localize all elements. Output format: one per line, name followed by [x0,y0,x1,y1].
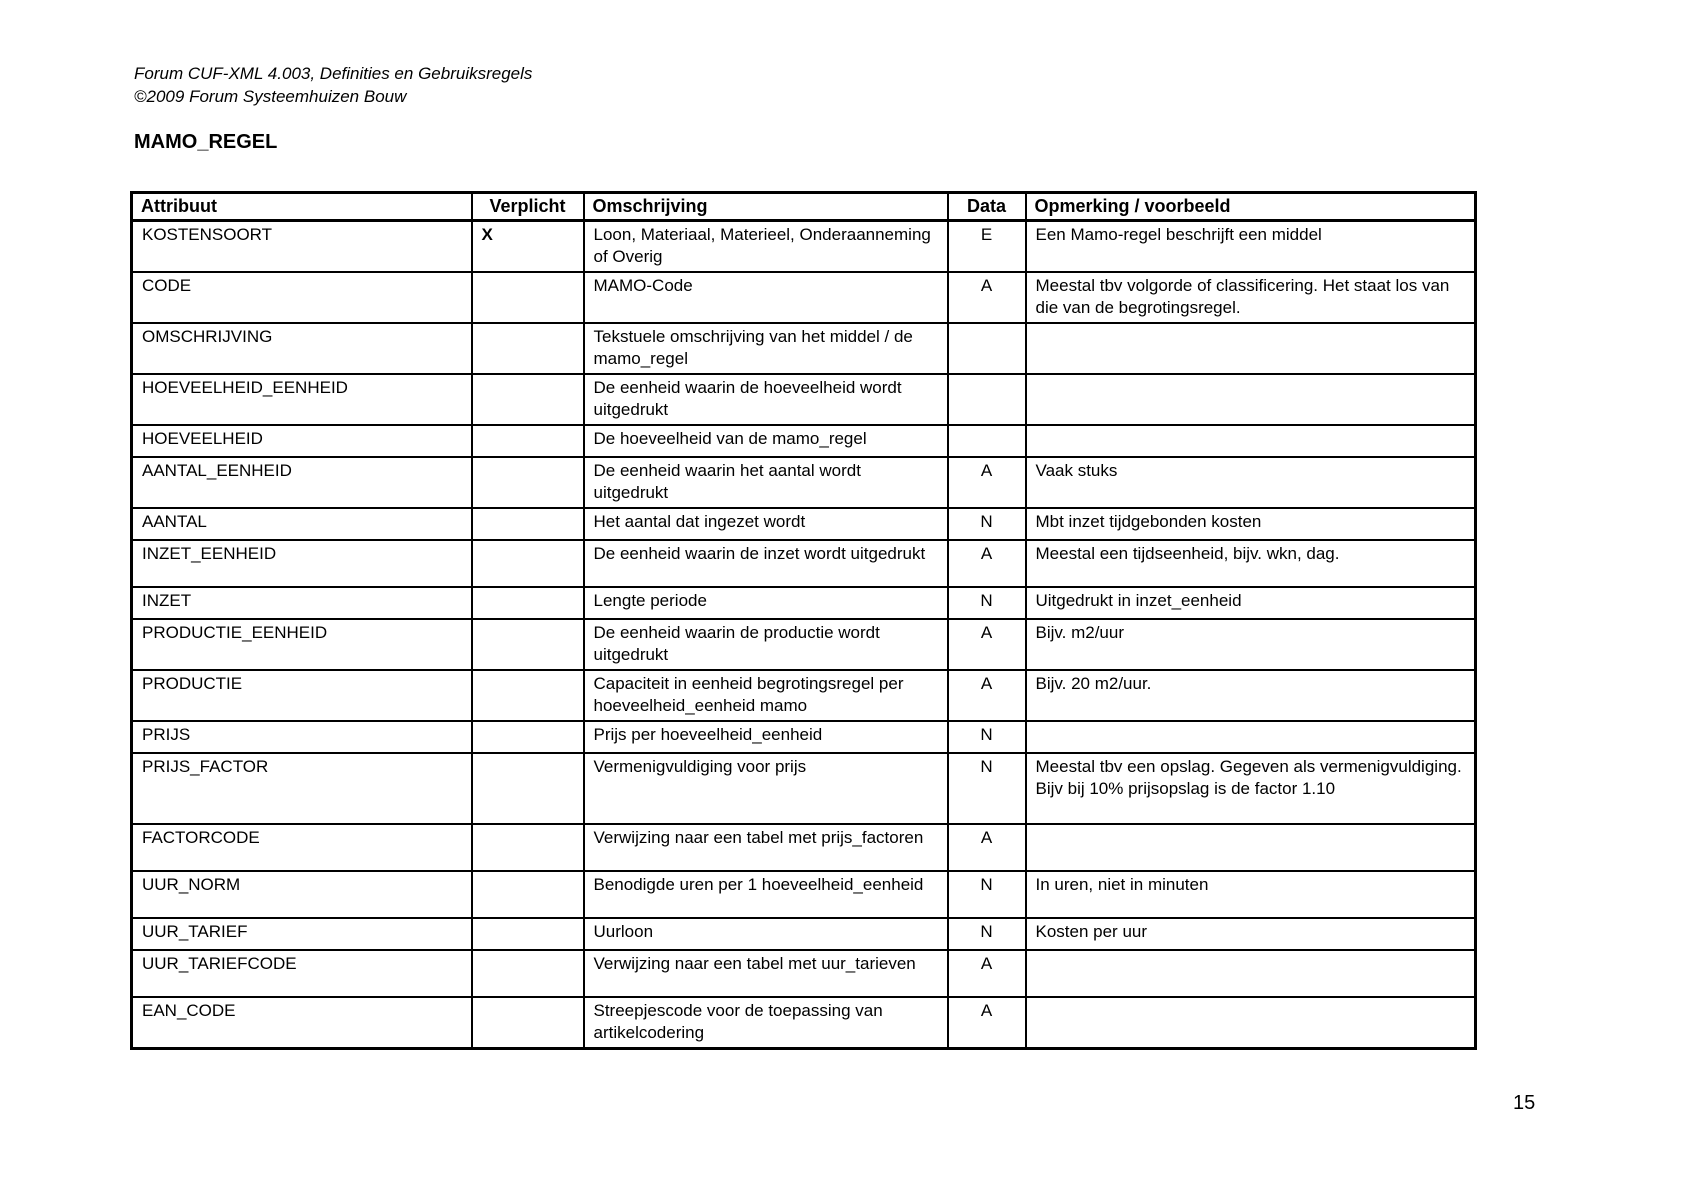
table-row [132,871,1476,918]
cell-opmerking: Meestal tbv volgorde of classificering. Het staat los van die van de begrotingsregel. [1026,272,1476,323]
cell-omschrijving: De eenheid waarin de inzet wordt uitgedrukt [584,540,948,587]
page-number: 15 [1513,1092,1536,1114]
cell-opmerking: Een Mamo-regel beschrijft een middel [1026,221,1476,273]
cell-omschrijving: MAMO-Code [584,272,948,323]
cell-omschrijving: Het aantal dat ingezet wordt [584,508,948,540]
cell-verplicht [472,721,584,753]
cell-attribuut: KOSTENSOORT [132,221,472,273]
cell-opmerking: Meestal een tijdseenheid, bijv. wkn, dag. [1026,540,1476,587]
cell-data: N [948,918,1026,950]
cell-data: A [948,670,1026,721]
cell-attribuut: EAN_CODE [132,997,472,1049]
cell-opmerking: Meestal tbv een opslag. Gegeven als vermenigvuldiging. Bijv bij 10% prijsopslag is de factor 1.10 [1026,753,1476,824]
cell-attribuut: UUR_TARIEFCODE [132,950,472,997]
cell-opmerking [1026,997,1476,1049]
cell-omschrijving: Lengte periode [584,587,948,619]
table-row [132,824,1476,871]
table-row [132,457,1476,508]
table-row [132,721,1476,753]
table-row [132,221,1476,273]
cell-opmerking [1026,425,1476,457]
document-header [134,62,532,108]
cell-data: N [948,587,1026,619]
cell-omschrijving: Verwijzing naar een tabel met prijs_factoren [584,824,948,871]
cell-attribuut: CODE [132,272,472,323]
cell-data: N [948,721,1026,753]
column-header-verplicht: Verplicht [472,193,584,221]
cell-opmerking [1026,374,1476,425]
cell-omschrijving: Tekstuele omschrijving van het middel / de mamo_regel [584,323,948,374]
attribute-table [130,191,1477,1050]
cell-omschrijving: De eenheid waarin het aantal wordt uitgedrukt [584,457,948,508]
table-row [132,272,1476,323]
table-row [132,323,1476,374]
cell-attribuut: FACTORCODE [132,824,472,871]
cell-attribuut: AANTAL [132,508,472,540]
cell-data: A [948,950,1026,997]
cell-verplicht [472,374,584,425]
cell-opmerking: In uren, niet in minuten [1026,871,1476,918]
cell-attribuut: HOEVEELHEID_EENHEID [132,374,472,425]
cell-opmerking: Bijv. m2/uur [1026,619,1476,670]
cell-data: E [948,221,1026,273]
cell-attribuut: UUR_NORM [132,871,472,918]
cell-omschrijving: Loon, Materiaal, Materieel, Onderaanneming of Overig [584,221,948,273]
cell-opmerking: Mbt inzet tijdgebonden kosten [1026,508,1476,540]
cell-data: A [948,540,1026,587]
cell-attribuut: PRIJS [132,721,472,753]
cell-omschrijving: Vermenigvuldiging voor prijs [584,753,948,824]
cell-data: N [948,508,1026,540]
cell-opmerking: Kosten per uur [1026,918,1476,950]
document-header-line1: Forum CUF-XML 4.003, Definities en Gebruiksregels [134,64,533,83]
cell-data [948,323,1026,374]
cell-attribuut: INZET_EENHEID [132,540,472,587]
cell-data: A [948,457,1026,508]
cell-verplicht [472,753,584,824]
cell-data [948,374,1026,425]
cell-opmerking: Bijv. 20 m2/uur. [1026,670,1476,721]
cell-data: N [948,871,1026,918]
table-row [132,508,1476,540]
cell-attribuut: INZET [132,587,472,619]
cell-data: A [948,272,1026,323]
cell-attribuut: AANTAL_EENHEID [132,457,472,508]
section-title: MAMO_REGEL [134,131,278,153]
cell-omschrijving: Streepjescode voor de toepassing van artikelcodering [584,997,948,1049]
cell-verplicht [472,670,584,721]
cell-verplicht [472,871,584,918]
cell-omschrijving: Verwijzing naar een tabel met uur_tarieven [584,950,948,997]
cell-attribuut: OMSCHRIJVING [132,323,472,374]
cell-omschrijving: Prijs per hoeveelheid_eenheid [584,721,948,753]
table-row [132,374,1476,425]
cell-omschrijving: Benodigde uren per 1 hoeveelheid_eenheid [584,871,948,918]
cell-verplicht [472,508,584,540]
cell-opmerking: Uitgedrukt in inzet_eenheid [1026,587,1476,619]
cell-omschrijving: Capaciteit in eenheid begrotingsregel per hoeveelheid_eenheid mamo [584,670,948,721]
cell-verplicht: X [472,221,584,273]
table-row [132,918,1476,950]
cell-verplicht [472,323,584,374]
cell-verplicht [472,619,584,670]
cell-omschrijving: De hoeveelheid van de mamo_regel [584,425,948,457]
table-row [132,753,1476,824]
table-row [132,540,1476,587]
cell-opmerking: Vaak stuks [1026,457,1476,508]
cell-verplicht [472,918,584,950]
column-header-data: Data [948,193,1026,221]
column-header-attribuut: Attribuut [132,193,472,221]
cell-attribuut: PRODUCTIE [132,670,472,721]
cell-data: A [948,824,1026,871]
table-row [132,587,1476,619]
table-row [132,950,1476,997]
cell-verplicht [472,997,584,1049]
table-row [132,670,1476,721]
cell-verplicht [472,425,584,457]
cell-opmerking [1026,950,1476,997]
cell-attribuut: HOEVEELHEID [132,425,472,457]
column-header-opmerking: Opmerking / voorbeeld [1026,193,1476,221]
table-row [132,619,1476,670]
cell-verplicht [472,587,584,619]
cell-data: N [948,753,1026,824]
cell-data: A [948,619,1026,670]
cell-opmerking [1026,824,1476,871]
cell-verplicht [472,824,584,871]
cell-attribuut: UUR_TARIEF [132,918,472,950]
cell-verplicht [472,272,584,323]
cell-omschrijving: De eenheid waarin de hoeveelheid wordt uitgedrukt [584,374,948,425]
cell-attribuut: PRIJS_FACTOR [132,753,472,824]
cell-opmerking [1026,323,1476,374]
cell-opmerking [1026,721,1476,753]
document-header-line2: ©2009 Forum Systeemhuizen Bouw [134,87,407,106]
cell-data [948,425,1026,457]
table-header-row [132,193,1476,221]
cell-verplicht [472,950,584,997]
table-row [132,997,1476,1049]
cell-verplicht [472,457,584,508]
cell-data: A [948,997,1026,1049]
column-header-omschrijving: Omschrijving [584,193,948,221]
cell-omschrijving: De eenheid waarin de productie wordt uitgedrukt [584,619,948,670]
table-row [132,425,1476,457]
cell-omschrijving: Uurloon [584,918,948,950]
cell-attribuut: PRODUCTIE_EENHEID [132,619,472,670]
cell-verplicht [472,540,584,587]
